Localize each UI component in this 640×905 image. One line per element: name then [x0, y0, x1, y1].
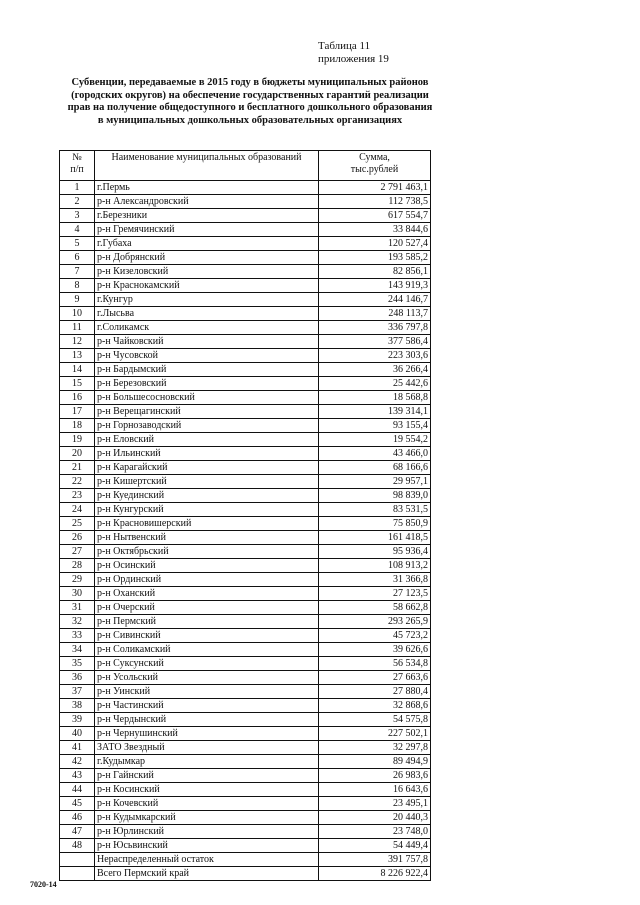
row-sum: 83 531,5 — [319, 503, 431, 517]
row-sum: 23 495,1 — [319, 797, 431, 811]
row-number: 3 — [60, 209, 95, 223]
row-number: 19 — [60, 433, 95, 447]
row-name: р-н Горнозаводский — [95, 419, 319, 433]
title-line-1: Субвенции, передаваемые в 2015 году в бюджеты муниципальных районов — [71, 77, 429, 88]
row-number: 7 — [60, 265, 95, 279]
table-row — [60, 727, 431, 741]
row-number: 43 — [60, 769, 95, 783]
row-number: 27 — [60, 545, 95, 559]
table-row — [60, 223, 431, 237]
table-row — [60, 783, 431, 797]
row-name: Нераспределенный остаток — [95, 853, 319, 867]
row-sum: 58 662,8 — [319, 601, 431, 615]
row-name: р-н Косинский — [95, 783, 319, 797]
row-name: р-н Кунгурский — [95, 503, 319, 517]
row-number: 11 — [60, 321, 95, 335]
table-row — [60, 279, 431, 293]
row-number — [60, 853, 95, 867]
table-row — [60, 517, 431, 531]
row-number: 12 — [60, 335, 95, 349]
row-sum: 27 880,4 — [319, 685, 431, 699]
table-row — [60, 587, 431, 601]
row-sum: 43 466,0 — [319, 447, 431, 461]
row-number: 21 — [60, 461, 95, 475]
row-number: 40 — [60, 727, 95, 741]
row-number: 31 — [60, 601, 95, 615]
row-number: 17 — [60, 405, 95, 419]
row-name: р-н Березовский — [95, 377, 319, 391]
row-name: р-н Верещагинский — [95, 405, 319, 419]
row-sum: 2 791 463,1 — [319, 181, 431, 195]
table-row — [60, 349, 431, 363]
row-name: р-н Юрлинский — [95, 825, 319, 839]
caption-table-number: Таблица 11 — [318, 40, 371, 52]
row-sum: 45 723,2 — [319, 629, 431, 643]
row-sum: 25 442,6 — [319, 377, 431, 391]
row-name: р-н Кизеловский — [95, 265, 319, 279]
table-row — [60, 181, 431, 195]
row-name: р-н Добрянский — [95, 251, 319, 265]
table-row — [60, 321, 431, 335]
row-name: р-н Осинский — [95, 559, 319, 573]
row-sum: 391 757,8 — [319, 853, 431, 867]
row-number: 4 — [60, 223, 95, 237]
table-row — [60, 699, 431, 713]
row-number: 36 — [60, 671, 95, 685]
row-number: 45 — [60, 797, 95, 811]
row-name: р-н Ординский — [95, 573, 319, 587]
table-row — [60, 573, 431, 587]
row-sum: 39 626,6 — [319, 643, 431, 657]
row-number: 5 — [60, 237, 95, 251]
row-name: р-н Кудымкарский — [95, 811, 319, 825]
row-name: р-н Сивинский — [95, 629, 319, 643]
table-row — [60, 503, 431, 517]
row-number — [60, 867, 95, 881]
header-sum — [319, 151, 431, 181]
row-number: 14 — [60, 363, 95, 377]
row-sum: 16 643,6 — [319, 783, 431, 797]
row-sum: 617 554,7 — [319, 209, 431, 223]
table-row — [60, 797, 431, 811]
row-number: 48 — [60, 839, 95, 853]
row-name: р-н Куединский — [95, 489, 319, 503]
table-row — [60, 293, 431, 307]
row-number: 34 — [60, 643, 95, 657]
table-row — [60, 251, 431, 265]
row-number: 6 — [60, 251, 95, 265]
row-sum: 27 663,6 — [319, 671, 431, 685]
row-number: 23 — [60, 489, 95, 503]
row-number: 29 — [60, 573, 95, 587]
table-row — [60, 335, 431, 349]
row-name: р-н Александровский — [95, 195, 319, 209]
row-sum: 112 738,5 — [319, 195, 431, 209]
row-name: р-н Частинский — [95, 699, 319, 713]
table-row — [60, 363, 431, 377]
row-number: 25 — [60, 517, 95, 531]
table-row — [60, 657, 431, 671]
row-sum: 377 586,4 — [319, 335, 431, 349]
row-number: 47 — [60, 825, 95, 839]
row-name: ЗАТО Звездный — [95, 741, 319, 755]
row-sum: 54 449,4 — [319, 839, 431, 853]
title-line-4: в муниципальных дошкольных образовательных организациях — [97, 114, 403, 126]
header-sum-line-2: тыс.рублей — [350, 164, 399, 175]
table-row — [60, 531, 431, 545]
row-sum: 89 494,9 — [319, 755, 431, 769]
row-name: р-н Гайнский — [95, 769, 319, 783]
table-row — [60, 643, 431, 657]
row-name: р-н Карагайский — [95, 461, 319, 475]
table-row — [60, 825, 431, 839]
row-number: 22 — [60, 475, 95, 489]
row-sum: 143 919,3 — [319, 279, 431, 293]
row-name: р-н Пермский — [95, 615, 319, 629]
row-sum: 248 113,7 — [319, 307, 431, 321]
row-sum: 95 936,4 — [319, 545, 431, 559]
subsidy-table — [59, 150, 431, 881]
row-name: р-н Суксунский — [95, 657, 319, 671]
table-row — [60, 671, 431, 685]
title-line-3: прав на получение общедоступного и бесплатного дошкольного образования — [67, 102, 433, 113]
table-header — [60, 151, 431, 181]
table-row — [60, 545, 431, 559]
row-sum: 108 913,2 — [319, 559, 431, 573]
row-name: р-н Очерский — [95, 601, 319, 615]
row-sum: 32 868,6 — [319, 699, 431, 713]
row-name: Всего Пермский край — [95, 867, 319, 881]
row-sum: 75 850,9 — [319, 517, 431, 531]
row-number: 9 — [60, 293, 95, 307]
row-sum: 193 585,2 — [319, 251, 431, 265]
row-sum: 19 554,2 — [319, 433, 431, 447]
row-number: 37 — [60, 685, 95, 699]
row-number: 38 — [60, 699, 95, 713]
row-number: 13 — [60, 349, 95, 363]
row-sum: 31 366,8 — [319, 573, 431, 587]
table-row — [60, 391, 431, 405]
table-row — [60, 265, 431, 279]
header-number-line-1: № — [72, 152, 82, 163]
row-name: г.Кунгур — [95, 293, 319, 307]
table-row — [60, 307, 431, 321]
row-name: р-н Бардымский — [95, 363, 319, 377]
row-sum: 336 797,8 — [319, 321, 431, 335]
row-name: р-н Юсьвинский — [95, 839, 319, 853]
footer-code: 7020-14 — [30, 880, 57, 889]
row-name: р-н Чернушинский — [95, 727, 319, 741]
row-number: 33 — [60, 629, 95, 643]
row-name: р-н Краснокамский — [95, 279, 319, 293]
table-row — [60, 209, 431, 223]
row-sum: 223 303,6 — [319, 349, 431, 363]
row-number: 32 — [60, 615, 95, 629]
table-row — [60, 839, 431, 853]
table-caption — [318, 40, 389, 66]
row-name: г.Губаха — [95, 237, 319, 251]
row-sum: 54 575,8 — [319, 713, 431, 727]
row-name: р-н Соликамский — [95, 643, 319, 657]
row-sum: 98 839,0 — [319, 489, 431, 503]
row-sum: 36 266,4 — [319, 363, 431, 377]
table-row — [60, 755, 431, 769]
table-row — [60, 559, 431, 573]
row-name: р-н Чердынский — [95, 713, 319, 727]
row-number: 15 — [60, 377, 95, 391]
row-name: г.Лысьва — [95, 307, 319, 321]
row-name: г.Березники — [95, 209, 319, 223]
row-name: р-н Кишертский — [95, 475, 319, 489]
table-row — [60, 811, 431, 825]
row-sum: 227 502,1 — [319, 727, 431, 741]
row-number: 26 — [60, 531, 95, 545]
table-row — [60, 489, 431, 503]
table-row — [60, 853, 431, 867]
row-name: г.Пермь — [95, 181, 319, 195]
row-number: 35 — [60, 657, 95, 671]
header-sum-line-1: Сумма, — [359, 152, 390, 163]
row-sum: 56 534,8 — [319, 657, 431, 671]
row-sum: 293 265,9 — [319, 615, 431, 629]
table-row — [60, 615, 431, 629]
row-number: 10 — [60, 307, 95, 321]
row-name: р-н Оханский — [95, 587, 319, 601]
row-sum: 161 418,5 — [319, 531, 431, 545]
row-sum: 33 844,6 — [319, 223, 431, 237]
row-sum: 26 983,6 — [319, 769, 431, 783]
row-name: р-н Красновишерский — [95, 517, 319, 531]
row-sum: 68 166,6 — [319, 461, 431, 475]
table-row — [60, 629, 431, 643]
row-name: г.Соликамск — [95, 321, 319, 335]
row-number: 8 — [60, 279, 95, 293]
table-row — [60, 419, 431, 433]
row-name: р-н Чусовской — [95, 349, 319, 363]
row-number: 39 — [60, 713, 95, 727]
header-name: Наименование муниципальных образований — [95, 151, 319, 181]
table-row — [60, 237, 431, 251]
table-row — [60, 475, 431, 489]
row-name: р-н Гремячинский — [95, 223, 319, 237]
row-sum: 29 957,1 — [319, 475, 431, 489]
header-number-line-2: п/п — [70, 164, 84, 175]
row-sum: 20 440,3 — [319, 811, 431, 825]
row-name: р-н Кочевский — [95, 797, 319, 811]
row-number: 24 — [60, 503, 95, 517]
row-number: 44 — [60, 783, 95, 797]
row-name: р-н Чайковский — [95, 335, 319, 349]
title-line-2: (городских округов) на обеспечение государственных гарантий реализации — [71, 89, 429, 101]
table-row — [60, 433, 431, 447]
row-number: 18 — [60, 419, 95, 433]
table-row — [60, 447, 431, 461]
table-row — [60, 195, 431, 209]
table-row — [60, 741, 431, 755]
table-row — [60, 867, 431, 881]
row-number: 16 — [60, 391, 95, 405]
row-sum: 8 226 922,4 — [319, 867, 431, 881]
table-row — [60, 713, 431, 727]
table-row — [60, 601, 431, 615]
row-sum: 120 527,4 — [319, 237, 431, 251]
row-name: р-н Усольский — [95, 671, 319, 685]
table-row — [60, 769, 431, 783]
row-number: 41 — [60, 741, 95, 755]
table-row — [60, 405, 431, 419]
table-row — [60, 685, 431, 699]
row-sum: 32 297,8 — [319, 741, 431, 755]
table-row — [60, 461, 431, 475]
row-name: р-н Еловский — [95, 433, 319, 447]
row-number: 20 — [60, 447, 95, 461]
row-sum: 18 568,8 — [319, 391, 431, 405]
row-number: 30 — [60, 587, 95, 601]
row-name: р-н Уинский — [95, 685, 319, 699]
row-name: р-н Октябрьский — [95, 545, 319, 559]
header-number — [60, 151, 95, 181]
row-name: р-н Большесосновский — [95, 391, 319, 405]
document-title — [40, 77, 460, 127]
caption-appendix: приложения 19 — [318, 53, 389, 65]
row-number: 2 — [60, 195, 95, 209]
row-sum: 27 123,5 — [319, 587, 431, 601]
row-name: г.Кудымкар — [95, 755, 319, 769]
row-number: 1 — [60, 181, 95, 195]
row-sum: 244 146,7 — [319, 293, 431, 307]
row-name: р-н Ильинский — [95, 447, 319, 461]
row-name: р-н Нытвенский — [95, 531, 319, 545]
row-sum: 82 856,1 — [319, 265, 431, 279]
row-number: 42 — [60, 755, 95, 769]
row-number: 28 — [60, 559, 95, 573]
row-sum: 139 314,1 — [319, 405, 431, 419]
table-body — [60, 181, 431, 881]
row-sum: 23 748,0 — [319, 825, 431, 839]
row-sum: 93 155,4 — [319, 419, 431, 433]
table-row — [60, 377, 431, 391]
header-row — [60, 151, 431, 181]
row-number: 46 — [60, 811, 95, 825]
